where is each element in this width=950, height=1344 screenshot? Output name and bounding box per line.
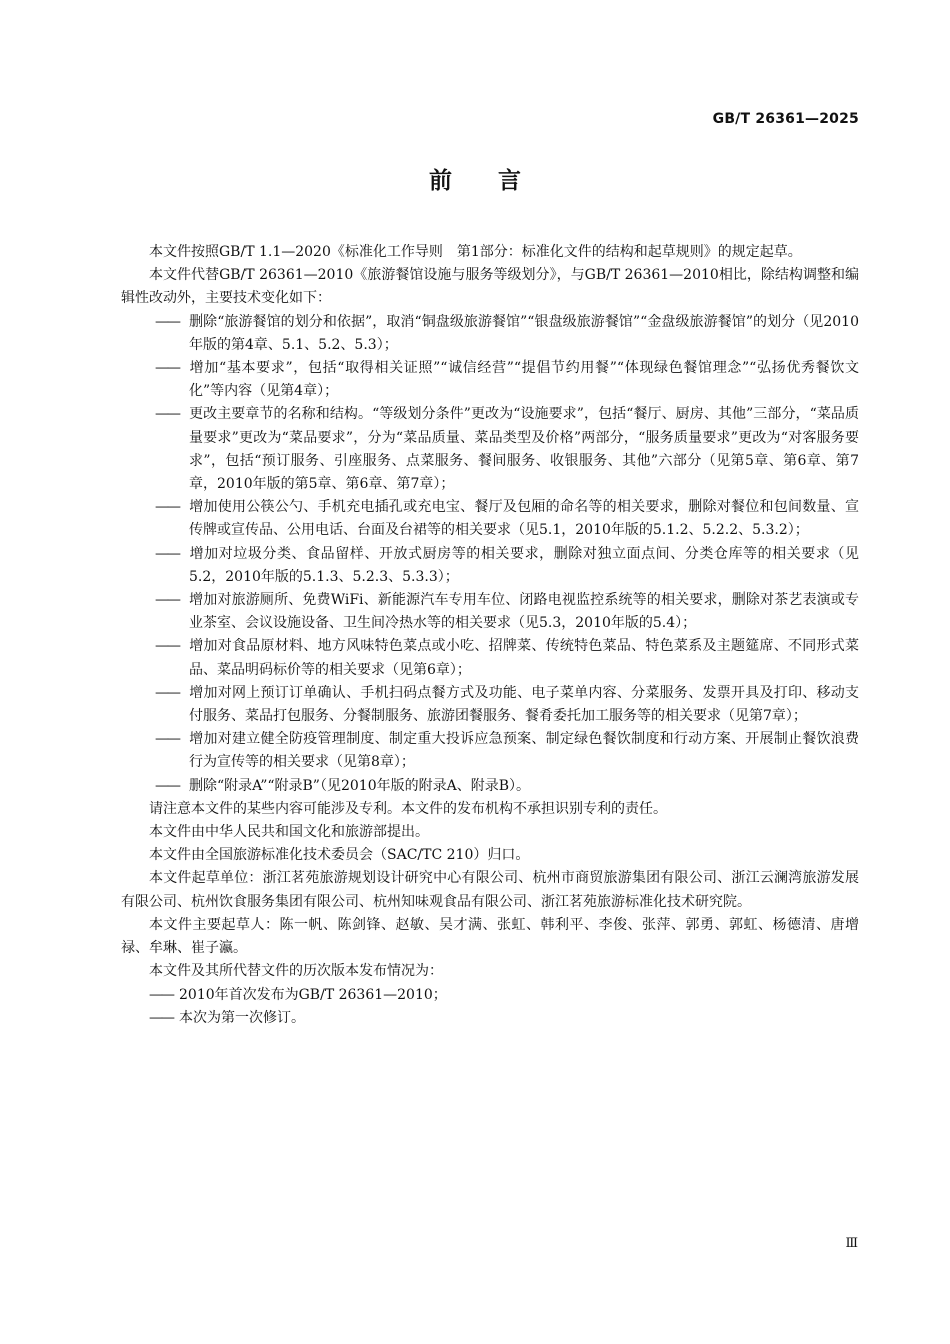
dash-mark: —— bbox=[155, 313, 179, 330]
drafting-units-paragraph: 本文件起草单位：浙江茗苑旅游规划设计研究中心有限公司、杭州市商贸旅游集团有限公司、浙江云澜湾旅游发展有限公司、杭州饮食服务集团有限公司、杭州知味观食品有限公司、浙江茗苑旅游标准化技术研究院。 bbox=[121, 870, 859, 910]
change-item bbox=[121, 728, 859, 774]
change-text: 增加使用公筷公勺、手机充电插孔或充电宝、餐厅及包厢的命名等的相关要求，删除对餐位和包间数量、宣传牌或宣传品、公用电话、台面及台裙等的相关要求（见5.1，2010年版的5.1.2、5.2.2、5.3.2）； bbox=[189, 499, 859, 539]
dash-mark: —— bbox=[155, 360, 179, 377]
standard-number: GB/T 26361—2025 bbox=[712, 111, 859, 127]
dash-mark: —— bbox=[149, 986, 173, 1003]
change-item bbox=[121, 311, 859, 357]
dash-mark: —— bbox=[155, 499, 179, 516]
change-item bbox=[121, 635, 859, 681]
dash-mark: —— bbox=[155, 406, 179, 423]
change-text: 增加“基本要求”，包括“取得相关证照”“诚信经营”“提倡节约用餐”“体现绿色餐馆理念”“弘扬优秀餐饮文化”等内容（见第4章）； bbox=[189, 360, 859, 400]
patent-notice: 请注意本文件的某些内容可能涉及专利。本文件的发布机构不承担识别专利的责任。 bbox=[149, 800, 667, 817]
change-item bbox=[121, 543, 859, 589]
drafters-paragraph: 本文件主要起草人：陈一帆、陈剑锋、赵敏、吴才满、张虹、韩利平、李俊、张萍、郭勇、郭虹、杨德清、唐增禄、牟琳、崔子瀛。 bbox=[121, 916, 859, 957]
change-item bbox=[121, 496, 859, 542]
change-text: 增加对垃圾分类、食品留样、开放式厨房等的相关要求，删除对独立面点间、分类仓库等的相关要求（见5.2，2010年版的5.1.3、5.2.3、5.3.3）； bbox=[189, 545, 859, 585]
page-title: 前言 bbox=[429, 168, 567, 194]
change-item bbox=[121, 357, 859, 403]
history-text: 本次为第一次修订。 bbox=[179, 1009, 305, 1026]
page-number: Ⅲ bbox=[845, 1236, 858, 1251]
committee-paragraph: 本文件由全国旅游标准化技术委员会（SAC/TC 210）归口。 bbox=[149, 847, 530, 864]
history-list bbox=[121, 984, 859, 1030]
history-text: 2010年首次发布为GB/T 26361—2010； bbox=[179, 986, 447, 1003]
change-text: 增加对建立健全防疫管理制度、制定重大投诉应急预案、制定绿色餐饮制度和行动方案、开展制止餐饮浪费行为宣传等的相关要求（见第8章）； bbox=[189, 731, 859, 771]
change-text: 增加对食品原材料、地方风味特色菜点或小吃、招牌菜、传统特色菜品、特色菜系及主题筵席、不同形式菜品、菜品明码标价等的相关要求（见第6章）； bbox=[189, 638, 859, 678]
change-text: 增加对网上预订订单确认、手机扫码点餐方式及功能、电子菜单内容、分菜服务、发票开具及打印、移动支付服务、菜品打包服务、分餐制服务、旅游团餐服务、餐肴委托加工服务等的相关要求（见第7章）； bbox=[189, 684, 859, 725]
dash-mark: —— bbox=[155, 545, 179, 562]
change-item bbox=[121, 775, 859, 798]
change-text: 删除“旅游餐馆的划分和依据”，取消“铜盘级旅游餐馆”“银盘级旅游餐馆”“金盘级旅游餐馆”的划分（见2010年版的第4章、5.1、5.2、5.3）； bbox=[189, 313, 859, 353]
history-item bbox=[121, 984, 859, 1007]
intro-paragraph: 本文件按照GB/T 1.1—2020《标准化工作导则 第1部分：标准化文件的结构和起草规则》的规定起草。 bbox=[149, 244, 802, 260]
change-text: 更改主要章节的名称和结构。“等级划分条件”更改为“设施要求”，包括“餐厅、厨房、其他”三部分，“菜品质量要求”更改为“菜品要求”，分为“菜品质量、菜品类型及价格”两部分，“服务质量要求”更改为“对客服务要求”，包括“预订服务、引座服务、点菜服务、餐间服务、收银服务、其他”六部分（见第5章、第6章、第7章，2010年版的第5章、第6章、第7章）； bbox=[189, 406, 859, 493]
dash-mark: —— bbox=[155, 592, 179, 609]
history-item bbox=[121, 1007, 859, 1030]
dash-mark: —— bbox=[155, 684, 179, 701]
change-text: 增加对旅游厕所、免费WiFi、新能源汽车专用车位、闭路电视监控系统等的相关要求，删除对茶艺表演或专业茶室、会议设施设备、卫生间冷热水等的相关要求（见5.3，2010年版的5.4）； bbox=[189, 592, 859, 632]
change-text: 删除“附录A”“附录B”（见2010年版的附录A、附录B）。 bbox=[189, 777, 530, 794]
document-body bbox=[121, 241, 859, 1030]
proposer-paragraph: 本文件由中华人民共和国文化和旅游部提出。 bbox=[149, 824, 429, 841]
changes-list bbox=[121, 311, 859, 798]
dash-mark: —— bbox=[149, 1009, 173, 1026]
dash-mark: —— bbox=[155, 638, 179, 655]
dash-mark: —— bbox=[155, 731, 179, 748]
intro-paragraph: 本文件代替GB/T 26361—2010《旅游餐馆设施与服务等级划分》，与GB/T 26361—2010相比，除结构调整和编辑性改动外，主要技术变化如下： bbox=[121, 267, 859, 307]
change-item bbox=[121, 589, 859, 635]
history-intro-paragraph: 本文件及其所代替文件的历次版本发布情况为： bbox=[149, 963, 443, 980]
change-item bbox=[121, 682, 859, 728]
dash-mark: —— bbox=[155, 777, 179, 794]
change-item bbox=[121, 403, 859, 496]
